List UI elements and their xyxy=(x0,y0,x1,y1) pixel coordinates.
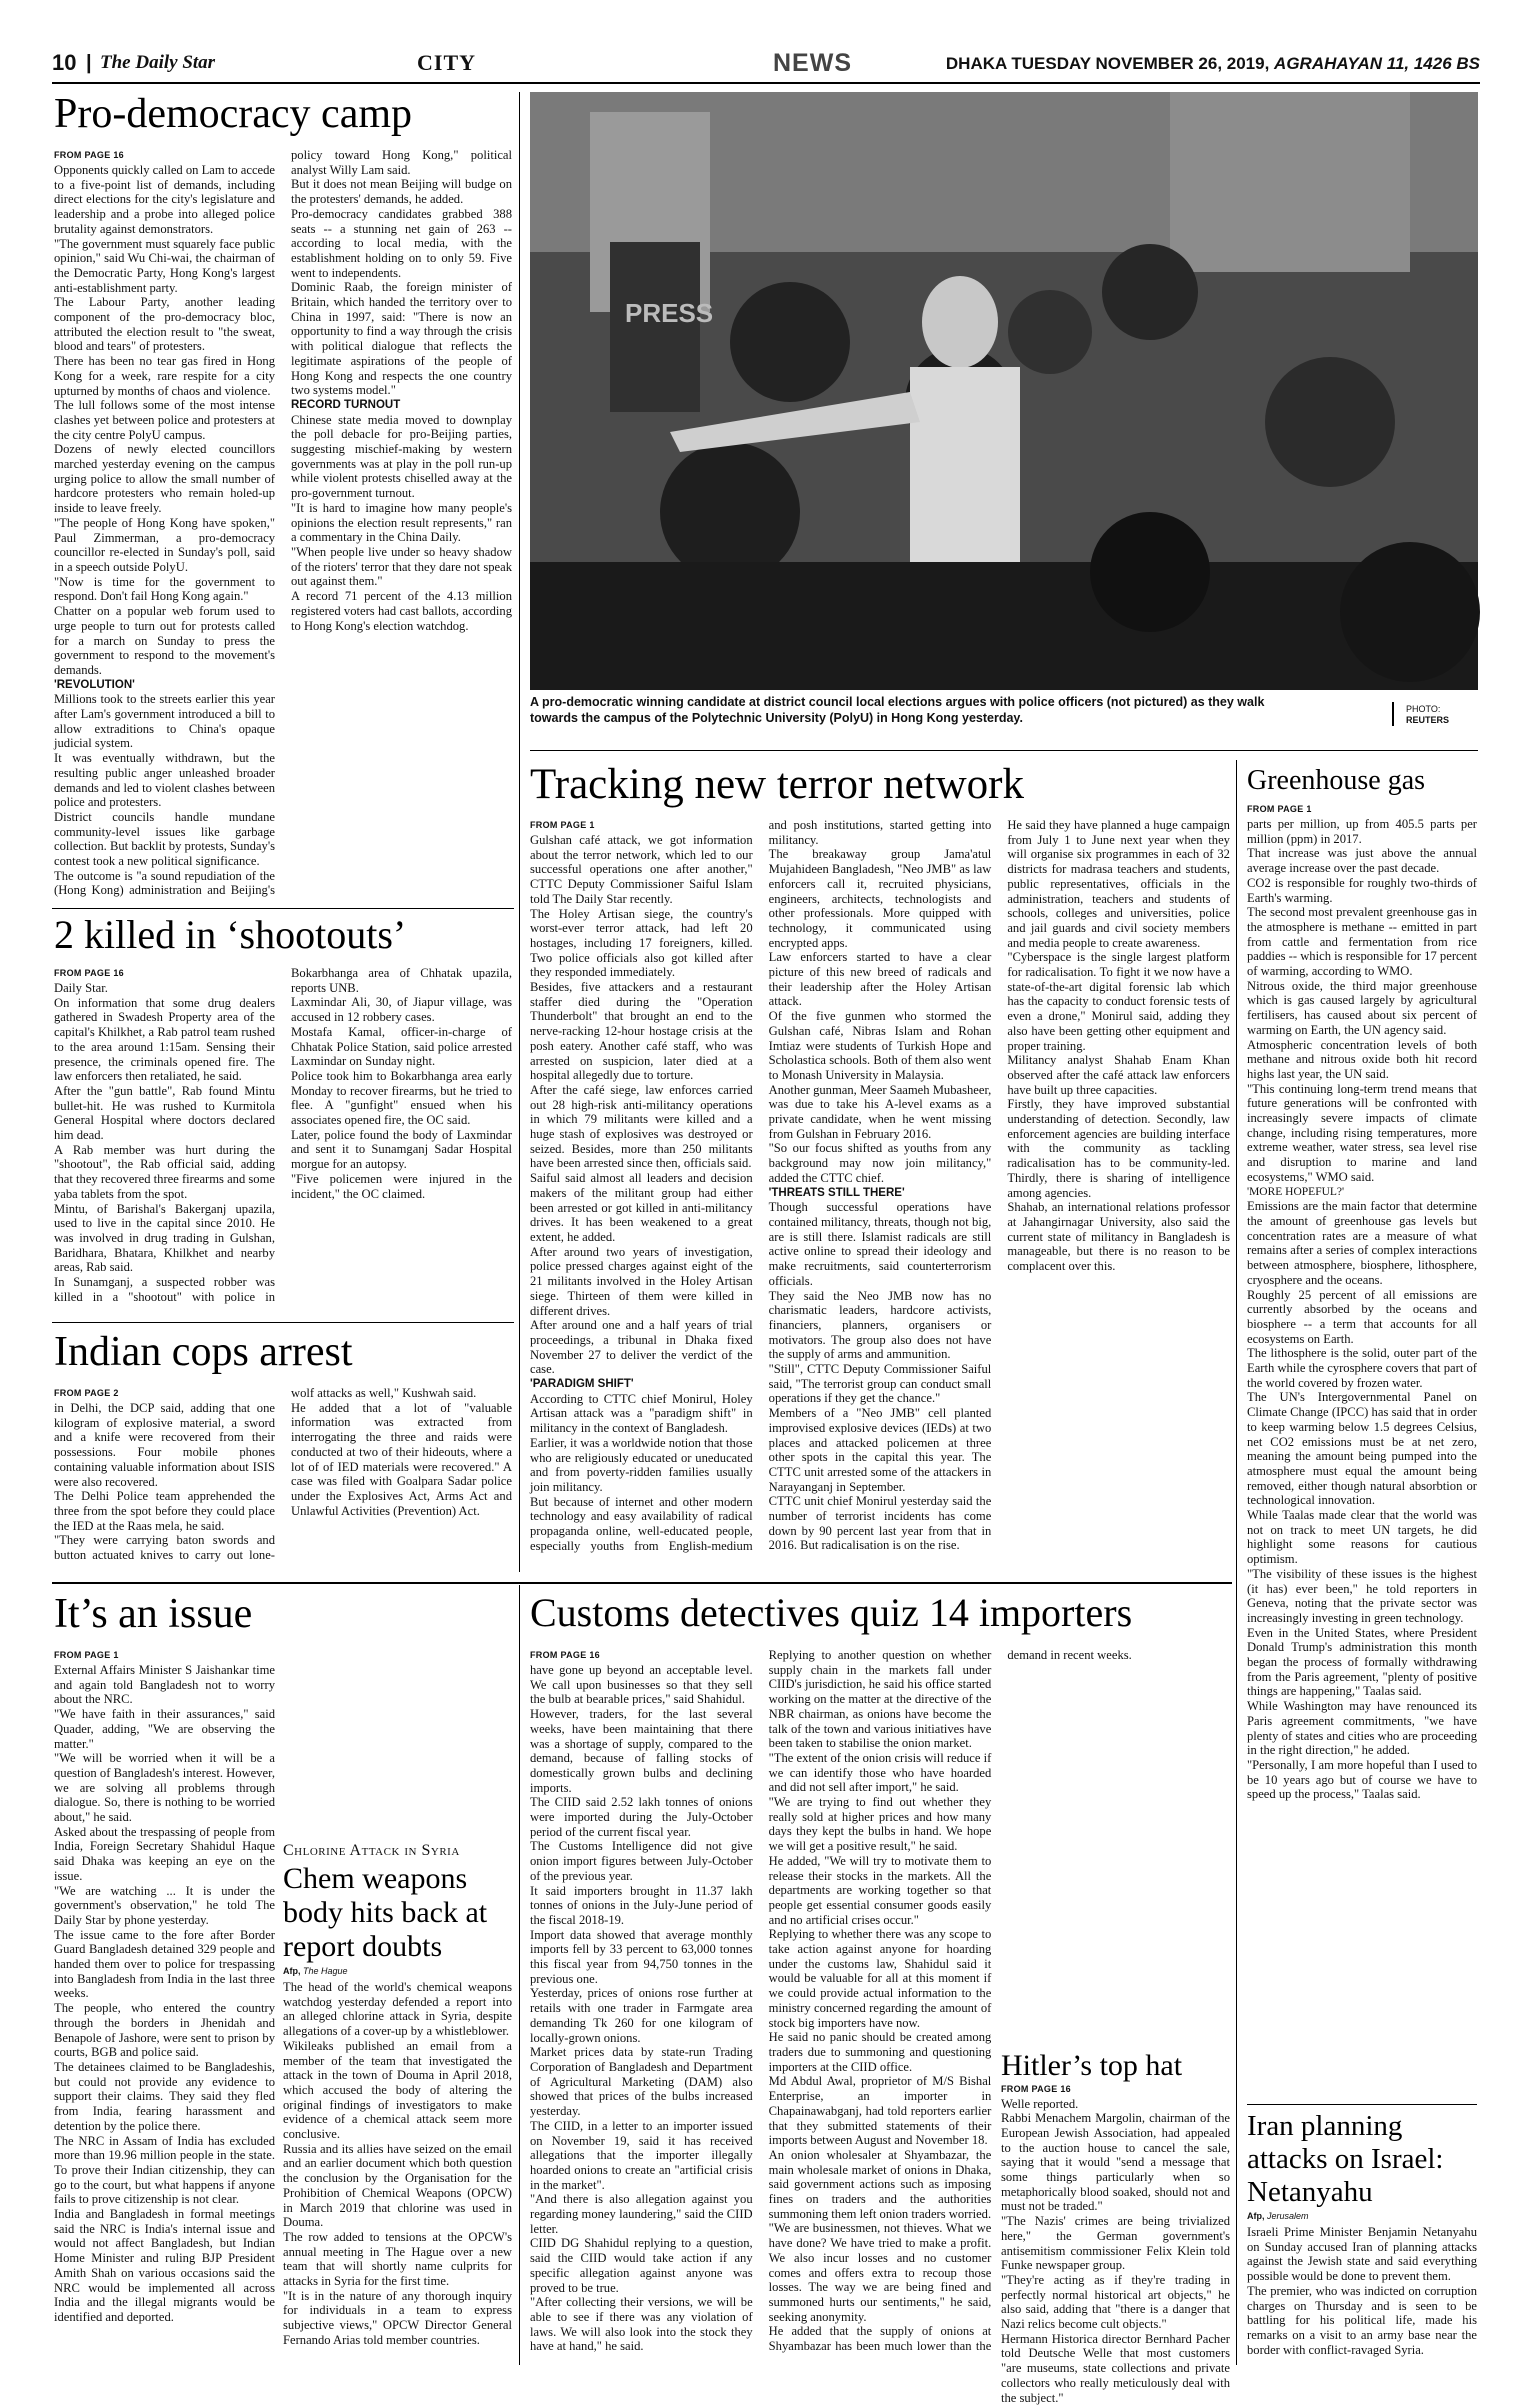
headline-prodemocracy: Pro-democracy camp xyxy=(54,91,413,137)
headline-greenhouse: Greenhouse gas xyxy=(1247,765,1426,796)
headline-iran: Iran planning attacks on Israel: Netanyahu xyxy=(1247,2110,1444,2208)
page-header xyxy=(52,50,1480,78)
article-its-an-issue: FROM PAGE 1 External Affairs Minister S Jaishankar time and again told Bangladesh not to worry about the NRC. "We have faith in their assurances," said Quader, adding, "We are observing the matter." "We will be worried when it will be a question of Bangladesh's interest. However, we are solving all problems through dialogue. So, there is nothing to be worried about," he said. Asked about the trespassing of people from India, Foreign Secretary Shahidul Haque said Dhaka was keeping an eye on the issue. "We are watching ... It is under the government's observation," he told The Daily Star by phone yesterday. The issue came to the fore after Border Guard Bangladesh detained 329 people and handed them over to police for trespassing into Bangladesh from India in the last three weeks. The people, who entered the country through the borders in Jhenidah and Benapole of Jashore, were sent to prison by courts, BGB and police said. The detainees claimed to be Bangladeshis, but could not provide any evidence to support their claims. They said they fled from India, fearing harassment and detention by the police there. The NRC in Assam of India has excluded more than 19.96 million people in the state. To prove their Indian citizenship, they can go to the court, but what happens if anyone fails to prove citizenship is not clear. India and Bangladesh in formal meetings said the NRC is India's internal issue and would not affect Bangladesh, but Indian Home Minister and ruling BJP President Amith Shah on various occasions said the NRC would be implemented all across India and the illegal migrants would be identified and deported. xyxy=(54,1650,275,2324)
caption-divider xyxy=(1392,702,1394,726)
dateline: DHAKA TUESDAY NOVEMBER 26, 2019, AGRAHAYAN 11, 1426 BS xyxy=(945,54,1480,73)
article-greenhouse: FROM PAGE 1 parts per million, up from 405.5 parts per million (ppm) in 2017. That increase was just above the annual average increase over the past decade. CO2 is responsible for roughly two-thirds of Earth's warming. The second most prevalent greenhouse gas in the atmosphere is methane -- emitted in part from cattle and fermentation from rice paddies -- which is responsible for 17 percent of warming, according to WMO. Nitrous oxide, the third major greenhouse which is gas caused largely by agricultural fertilisers, has caused about six percent of warming on Earth, the UN agency said. Atmospheric concentration levels of both methane and nitrous oxide both hit record highs last year, the UN said. "This continuing long-term trend means that future generations will be confronted with increasingly severe impacts of climate change, including rising temperatures, more extreme weather, water stress, sea level rise and disruption to marine and land ecosystems," WMO said. 'MORE HOPEFUL?' Emissions are the main factor that determine the amount of greenhouse gas levels but concentration rates are a measure of what remains after a series of complex interactions between atmosphere, biosphere, lithosphere, cryosphere and the oceans. Roughly 25 percent of all emissions are currently absorbed by the oceans and biosphere -- a term that accounts for all ecosystems on Earth. The lithosphere is the solid, outer part of the Earth while the cyrosphere covers that part of the world covered by frozen water. The UN's Intergovernmental Panel on Climate Change (IPCC) has said that in order to keep warming below 1.5 degrees Celsius, net CO2 emissions must be at net zero, meaning the amount being pumped into the atmosphere must equal the amount being removed, either though natural absorbtion or technological innovation. While Taalas made clear that the world was not on track to meet UN targets, he did highlight some reasons for cautious optimism. "The visibility of these issues is the highest (it has) ever been," he told reporters in Geneva, noting that the private sector was increasingly investing in green technology. Even in the United States, where President Donald Trump's administration this month began the process of formally withdrawing from the Paris agreement, "plenty of positive things are happening," Taalas said. While Washington may have renounced its Paris agreement commitments, "we have plenty of states and cities who are proceeding in the right direction," he added. "Personally, I am more hopeful than I used to be 10 years ago but of course we have to speed up the process," Taalas said. xyxy=(1247,804,1477,1802)
section-rule xyxy=(52,1582,1232,1584)
page-number: 10 xyxy=(52,50,77,75)
photo-caption xyxy=(530,694,1478,744)
continuation-label: FROM PAGE 16 xyxy=(54,150,124,160)
article-hitler: Hitler’s top hat FROM PAGE 16 Welle reported. Rabbi Menachem Margolin, chairman of the European Jewish Association, had appealed to the auction house to cancel the sale, saying that it would "send a message that some things particularly when so metaphorically blood soaked, should not and must not be traded." "The Nazis' crimes are being trivialized here," the German government's antisemitism commissioner Felix Klein told Funke newspaper group. "They're acting as if they're trading in perfectly normal historical art objects," he also said, adding that "there is a danger that Nazi relics become cult objects." Hermann Historica director Bernhard Pacher told Deutsche Welle that most customers "are museums, state collections and private collectors who really meticulously deal with the subject." xyxy=(1001,2046,1230,2368)
column-rule-3 xyxy=(1236,760,1237,2365)
headline-hitler: Hitler’s top hat xyxy=(1001,2049,1183,2082)
caption-text: A pro-democratic winning candidate at district council local elections argues with police officers (not pictured) as they walk towards the campus of the Polytechnic University (PolyU) in Hong Kong yesterday. xyxy=(530,695,1265,725)
article-prodemocracy xyxy=(54,148,512,908)
article-body: Opponents quickly called on Lam to accede to a five-point list of demands, including direct elections for the city's legislature and leadership and a probe into alleged police brutality against demonstrators. "The government must squarely face public opinion," said Wu Chi-wai, the chairman of the Democratic Party, Hong Kong's largest anti-establishment party. The Labour Party, another leading component of the pro-democracy bloc, attributed the election result to "the sweat, blood and tears" of protesters. There has been no tear gas fired in Hong Kong for a week, rare respite for a city upturned by months of chaos and violence. The lull follows some of the most intense clashes yet between police and protesters at the city centre PolyU campus. Dozens of newly elected councillors marched yesterday evening on the campus urging police to allow the small number of hardcore protesters who remain holed-up inside to leave freely. "The people of Hong Kong have spoken," Paul Zimmerman, a pro-democracy councillor re-elected in Sunday's poll, said in a speech outside PolyU. "Now is time for the government to respond. Don't fail Hong Kong again." Chatter on a popular web forum used to urge people to turn out for protests called for a march on Sunday to press the government to respond to the movement's demands. 'REVOLUTION' Millions took to the streets earlier this year after Lam's government introduced a bill to allow extraditions to China's opaque judicial system. It was eventually withdrawn, but the resulting public anger unleashed broader demands and led to violent clashes between police and protesters. District councils handle mundane community-level issues like garbage collection. But backlit by protests, Sunday's contest took a new political significance. The outcome is "a sound repudiation of the (Hong Kong) administration and Beijing's policy toward Hong Kong," political analyst Willy Lam said. But it does not mean Beijing will budge on the protesters' demands, he added. Pro-democracy candidates grabbed 388 seats -- a stunning net gain of 263 -- according to local media, with the establishment holding on to only 59. Five went to independents. Dominic Raab, the foreign minister of Britain, which handed the territory over to China in 1997, said: "There is now an opportunity to find a way through the crisis with political dialogue that reflects the legitimate aspirations of the people of Hong Kong and respects the one country two systems model." RECORD TURNOUT Chinese state media moved to downplay the poll debacle for pro-Beijing parties, suggesting mischief-making by western governments was at play in the poll run-up while violent protests chiselled away at the pro-government turnout. "It is hard to imagine how many people's opinions the election result represents," ran a commentary in the China Daily. "When people live under so heavy shadow of the rioters' terror that they dare not speak out against them." A record 71 percent of the 4.13 million registered voters had cast ballots, according to Hong Kong's election watchdog. xyxy=(54,148,512,898)
headline-shootouts: 2 killed in ‘shootouts’ xyxy=(54,912,407,957)
section-rule xyxy=(1247,2104,1477,2105)
photo-credit: PHOTO: REUTERS xyxy=(1406,704,1450,725)
article-customs: FROM PAGE 16 have gone up beyond an acceptable level. We call upon businesses so that they sell the bulb at bearable prices," said Shahidul. However, traders, for the last several weeks, have been maintaining that there was a shortage of supply, compared to the demand, because of falling stocks of domestically grown bulbs and declining imports. The CIID said 2.52 lakh tonnes of onions were imported during the July-October period of the current fiscal year. The Customs Intelligence did not give onion import figures between July-October of the previous year. It said importers brought in 11.37 lakh tonnes of onions in the July-June period of the fiscal 2018-19. Import data showed that average monthly imports fell by 33 percent to 63,000 tonnes this fiscal year from 94,750 tonnes in the previous one. Yesterday, prices of onions rose further at retails with one trader in Farmgate area demanding Tk 260 for one kilogram of locally-grown onions. Market prices data by state-run Trading Corporation of Bangladesh and Department of Agricultural Marketing (DAM) also showed that prices of the bulbs increased yesterday. The CIID, in a letter to an importer issued on November 19, said it has received allegations that the importer illegally hoarded onions to create an "artificial crisis in the market". "And there is also allegation against you regarding money laundering," said the CIID letter. CIID DG Shahidul replying to a question, said the CIID would take action if any specific allegation against anyone was proved to be true. "After collecting their versions, we will be able to see if there was any violation of laws. We will also look into the stock they have at hand," he said. Replying to another question on whether supply chain in the markets fall under CIID's jurisdiction, he said his office started working on the matter at the directive of the NBR chairman, as onions have become the talk of the town and various initiatives have been taken to stabilise the onion market. "The extent of the onion crisis will reduce if we can identify those who have hoarded and did not sell after import," he said. "We are trying to find out whether they really sold at higher prices and how many days they kept the bulbs in hand. We hope we will get a positive result," he said. He added, "We will try to motivate them to release their stocks in the markets. All the departments are working together so that people get essential consumer goods easily and no artificial crises occur." Replying to whether there was any scope to take action against anyone for hoarding under the customs law, Shahidul said it would be valuable for all at this moment if we could provide actual information to the ministry concerned regarding the amount of stock big importers have now. He said no panic should be created among traders due to summoning and questioning importers at the CIID office. Md Abdul Awal, proprietor of M/S Bishal Enterprise, an importer in Chapainawabganj, had told reporters earlier that they submitted statements of their imports between August and November 18. An onion wholesaler at Shyambazar, the main wholesale market of onions in Dhaka, said government actions such as imposing fines on traders and the authorities summoning them left onion traders worried. "We are businessmen, not thieves. What we have done? We have tried to make a profit. We also incur losses and no customer comes and offers extra to recoup those losses. The way we are being fined and summoned hurts our sentiments," he said, seeking anonymity. He added that the supply of onions at Shyambazar has been much lower than the demand in recent weeks. xyxy=(530,1648,1132,2354)
headline-terror-network: Tracking new terror network xyxy=(530,761,1024,808)
photo-rule xyxy=(530,750,1478,751)
section-rule xyxy=(52,908,514,909)
article-iran: Iran planning attacks on Israel: Netanyahu Afp, Jerusalem Israeli Prime Minister Benjamin Netanyahu on Sunday accused Iran of planning attacks against the Jewish state and said everything possible would be done to prevent them. The premier, who was indicted on corruption charges on Thursday and is seen to be battling for his political life, made his remarks on a visit to an army base near the border with conflict-ravaged Syria. xyxy=(1247,2110,1477,2357)
byline: Afp, The Hague xyxy=(283,1966,348,1976)
article-shootouts: FROM PAGE 16 Daily Star. On information that some drug dealers gathered in Swadesh Property area of the capital's Khilkhet, a Rab patrol team rushed to the area around 1:15am. Sensing their presence, the criminals opened fire. The law enforcers then retaliated, he said. After the "gun battle", Rab found Mintu bullet-hit. He was rushed to Kurmitola General Hospital where doctors declared him dead. A Rab member was hurt during the "shootout", the Rab official said, adding that they recovered three firearms and some yaba tablets from the spot. Mintu, of Barishal's Bakerganj upazila, used to live in the capital since 2010. He was involved in drug trading in Gulshan, Baridhara, Bhatara, Khilkhet and nearby areas, Rab said. In Sunamganj, a suspected robber was killed in a "shootout" with police in Bokarbhanga area of Chhatak upazila, reports UNB. Laxmindar Ali, 30, of Jiapur village, was accused in 12 robbery cases. Mostafa Kamal, officer-in-charge of Chhatak Police Station, said police arrested Laxmindar on Sunday night. Police took him to Bokarbhanga area early Monday to recover firearms, but he tried to flee. A "gunfight" ensued when his associates opened fire, the OC said. Later, police found the body of Laxmindar and sent it to Sunamganj Sadar Hospital morgue for an autopsy. "Five policemen were injured in the incident," the OC claimed. xyxy=(54,966,512,1304)
column-rule-2 xyxy=(519,1585,520,2365)
press-vest-text: PRESS xyxy=(625,298,714,328)
headline-customs: Customs detectives quiz 14 importers xyxy=(530,1590,1133,1635)
header-separator: | xyxy=(86,52,92,74)
byline: Afp, Jerusalem xyxy=(1247,2211,1309,2221)
column-rule-1 xyxy=(519,92,520,1572)
headline-indian-cops: Indian cops arrest xyxy=(54,1329,353,1375)
section-rule xyxy=(52,1322,514,1323)
masthead-logo: The Daily Star xyxy=(100,52,216,73)
kicker-syria: Chlorine Attack in Syria xyxy=(283,1842,460,1859)
headline-its-an-issue: It’s an issue xyxy=(54,1591,253,1637)
article-terror-network: FROM PAGE 1 Gulshan café attack, we got information about the terror network, which led to our successful operations one after another," CTTC Deputy Commissioner Saiful Islam told The Daily Star recently. The Holey Artisan siege, the country's worst-ever terror attack, had left 20 hostages, including 17 foreigners, killed. Two police officials also got killed after they responded immediately. Besides, five attackers and a restaurant staffer died during the "Operation Thunderbolt" that brought an end to the nerve-racking 12-hour hostage crisis at the posh eatery. Another café staff, who was arrested on suspicion, later died at a hospital allegedly due to torture. After the café siege, law enforces carried out 28 high-risk anti-militancy operations in which 79 militants were killed and a huge stash of explosives was destroyed or seized. Besides, more than 250 militants have been arrested since then, officials said. Saiful said almost all leaders and decision makers of the militant group had either been arrested or got killed in anti-militancy drives. It has been weakened to a great extent, he added. After around two years of investigation, police pressed charges against eight of the 21 militants involved in the Holey Artisan siege. Thirteen of them were killed in different drives. After around one and a half years of trial proceedings, a tribunal in Dhaka fixed November 27 to deliver the verdict of the case. 'PARADIGM SHIFT' According to CTTC chief Monirul, Holey Artisan attack was a "paradigm shift" in militancy in the context of Bangladesh. Earlier, it was a worldwide notion that those who are religiously educated or uneducated and from poverty-ridden families usually join militancy. But because of internet and other modern technology and easy availability of radical propaganda online, well-educated people, especially youths from English-medium and posh institutions, started getting into militancy. The breakaway group Jama'atul Mujahideen Bangladesh, "Neo JMB" as law enforcers call it, recruited physicians, engineers, architects, technologists and other professionals. More quipped with technology, it communicated using encrypted apps. Law enforcers started to have a clear picture of this new breed of radicals and their leadership after the Holey Artisan attack. Of the five gunmen who stormed the Gulshan café, Nibras Islam and Rohan Imtiaz were students of Turkish Hope and Scholastica schools. Both of them also went to Monash University in Malaysia. Another gunman, Meer Saameh Mubasheer, was due to take his A-level exams as a private candidate, when he went missing from Gulshan in February 2016. "So our focus shifted as youths from any background may now join militancy," added the CTTC chief. 'THREATS STILL THERE' Though successful operations have contained militancy, threats, though not big, are is still there. Islamist radicals are still active online to spread their ideology and make recruitments, said counterterrorism officials. They said the Neo JMB now has no charismatic leaders, hardcore activists, financiers, planners, organisers or motivators. The group also does not have the supply of arms and ammunition. "Still", CTTC Deputy Commissioner Saiful said, "The terrorist group can conduct small operations if they get the chance." Members of a "Neo JMB" cell planted improvised explosive devices (IEDs) at two places and attacked policemen at three other spots in the capital this year. The CTTC unit arrested some of the attackers in Narayanganj in September. CTTC unit chief Monirul yesterday said the number of terrorist incidents has come down by 90 percent last year from that in 2016. But radicalisation is on the rise. He said they have planned a huge campaign from July 1 to June next year when they will organise six programmes in each of 32 districts for madrasa teachers and students, public representatives, officials in the administration, teachers and students of schools, colleges and universities, police and jail guards and civil society members and media people to create awareness. "Cyberspace is the single largest platform for radicalisation. To fight it we now have a state-of-the-art digital forensic lab which has the capacity to conduct forensic tests of even a drone," Monirul said, adding they also have been getting other equipment and proper training. Militancy analyst Shahab Enam Khan observed after the café attack law enforcers have built up three capacities. Firstly, they have improved substantial understanding of detection. Secondly, law enforcement agencies are building interface with the community as tackling radicalisation has to be community-led. Thirdly, there is sharing of intelligence among agencies. Shahab, an international relations professor at Jahangirnagar University, also said the current state of militancy in Bangladesh is manageable, but there is no reason to be complacent over this. xyxy=(530,818,1230,1553)
section-city: CITY xyxy=(417,50,477,75)
photo-illustration xyxy=(530,92,1478,690)
article-indian-cops: FROM PAGE 2 in Delhi, the DCP said, adding that one kilogram of explosive material, a sword and a knife were recovered from their possessions. Four mobile phones containing valuable information about ISIS were also recovered. The Delhi Police team apprehended the three from the spot before they could place the IED at the Raas mela, he said. "They were carrying baton swords and button actuated knives to carry out lone-wolf attacks as well," Kushwah said. He added that a lot of "valuable information was extracted from interrogating the three and raids were conducted at two of their hideouts, where a lot of of IED materials were recovered." A case was filed with Goalpara Sadar police under the Explosives Act, Arms Act and Unlawful Activities (Prevention) Act. xyxy=(54,1386,512,1563)
header-rule xyxy=(52,82,1480,84)
article-chem-weapons: Chlorine Attack in Syria Chem weapons body hits back at report doubts Afp, The Hague The head of the world's chemical weapons watchdog yesterday defended a report into an alleged chlorine attack in Syria, despite allegations of a cover-up by a whistleblower. Wikileaks published an email from a member of the team that investigated the attack in the town of Douma in April 2018, which accused the body of altering the original findings of investigators to make evidence of a chemical attack seem more conclusive. Russia and its allies have seized on the email and an earlier document which both question the conclusion by the Organisation for the Prohibition of Chemical Weapons (OPCW) in March 2019 that chlorine was used in Douma. The row added to tensions at the OPCW's annual meeting in The Hague over a new team that will shortly name culprits for attacks in Syria for the first time. "It is in the nature of any thorough inquiry for individuals in a team to express subjective views," OPCW Director General Fernando Arias told member countries. xyxy=(283,1836,512,2366)
headline-chem-weapons: Chem weapons body hits back at report doubts xyxy=(283,1862,488,1963)
news-photo xyxy=(530,92,1478,690)
section-news: NEWS xyxy=(773,49,852,77)
